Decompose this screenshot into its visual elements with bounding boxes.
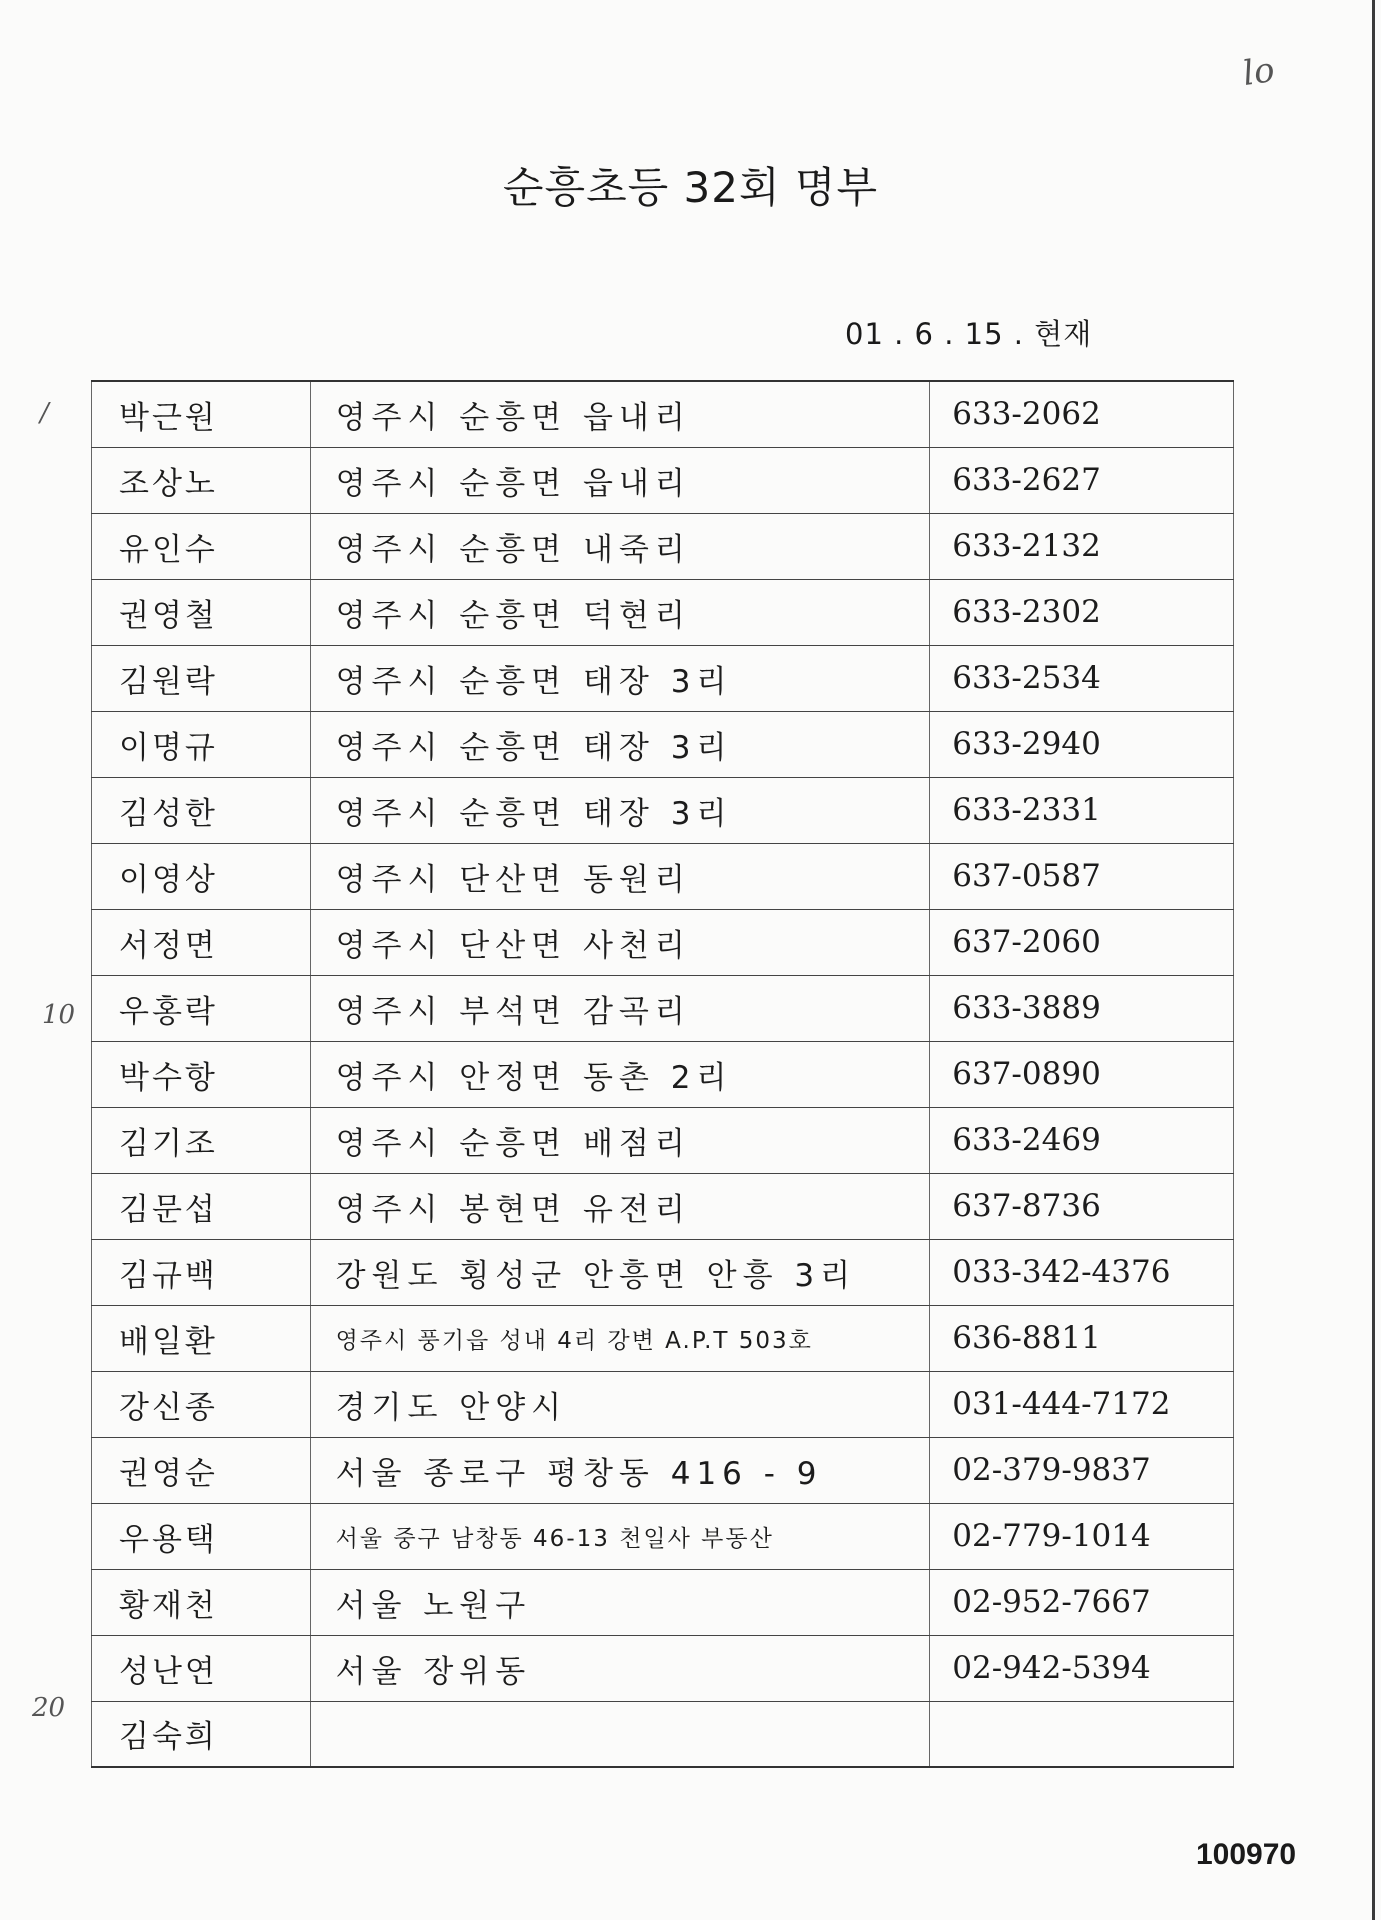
- document-number: 100970: [1196, 1838, 1297, 1871]
- table-row: [92, 1107, 1234, 1173]
- member-address: 영주시 풍기읍 성내 4리 강변 A.P.T 503호: [310, 1305, 930, 1371]
- table-row: [92, 909, 1234, 975]
- member-address: 영주시 봉현면 유전리: [310, 1173, 930, 1239]
- member-name: 유인수: [92, 513, 311, 579]
- member-address: 영주시 단산면 사천리: [310, 909, 930, 975]
- table-row: [92, 1173, 1234, 1239]
- table-row: [92, 1503, 1234, 1569]
- table-row: [92, 777, 1234, 843]
- table-row: [92, 513, 1234, 579]
- member-address: 서울 종로구 평창동 416 - 9: [310, 1437, 930, 1503]
- member-phone: 633-2469: [930, 1107, 1234, 1173]
- member-name: 이영상: [92, 843, 311, 909]
- member-phone: 02-779-1014: [930, 1503, 1234, 1569]
- member-address: 영주시 순흥면 읍내리: [310, 447, 930, 513]
- member-name: 우홍락: [92, 975, 311, 1041]
- member-address: 영주시 부석면 감곡리: [310, 975, 930, 1041]
- member-name: 황재천: [92, 1569, 311, 1635]
- member-phone: 031-444-7172: [930, 1371, 1234, 1437]
- member-address: 영주시 순흥면 내죽리: [310, 513, 930, 579]
- member-address: 서울 노원구: [310, 1569, 930, 1635]
- member-phone: 637-8736: [930, 1173, 1234, 1239]
- table-row: [92, 1701, 1234, 1767]
- member-phone: 633-2302: [930, 579, 1234, 645]
- table-row: [92, 447, 1234, 513]
- member-name: 박수항: [92, 1041, 311, 1107]
- member-name: 조상노: [92, 447, 311, 513]
- table-row: [92, 1635, 1234, 1701]
- table-row: [92, 1239, 1234, 1305]
- member-address: 영주시 안정면 동촌 2리: [310, 1041, 930, 1107]
- member-name: 권영순: [92, 1437, 311, 1503]
- member-phone: 637-2060: [930, 909, 1234, 975]
- table-row: [92, 1041, 1234, 1107]
- member-phone: 633-3889: [930, 975, 1234, 1041]
- table-row: [92, 1569, 1234, 1635]
- table-row: [92, 711, 1234, 777]
- as-of-date: 01 . 6 . 15 . 현재: [845, 317, 1093, 351]
- member-address: 경기도 안양시: [310, 1371, 930, 1437]
- member-address: 강원도 횡성군 안흥면 안흥 3리: [310, 1239, 930, 1305]
- member-name: 박근원: [92, 381, 311, 447]
- margin-note-20: 20: [32, 1693, 66, 1723]
- member-address: 서울 중구 남창동 46-13 천일사 부동산: [310, 1503, 930, 1569]
- member-name: 김숙희: [92, 1701, 311, 1767]
- handwritten-corner-mark: lo: [1240, 50, 1277, 94]
- member-phone: 636-8811: [930, 1305, 1234, 1371]
- member-address: 영주시 순흥면 배점리: [310, 1107, 930, 1173]
- member-address: 영주시 단산면 동원리: [310, 843, 930, 909]
- member-phone: 633-2627: [930, 447, 1234, 513]
- member-address: 영주시 순흥면 덕현리: [310, 579, 930, 645]
- member-address: 영주시 순흥면 태장 3리: [310, 645, 930, 711]
- member-phone: 033-342-4376: [930, 1239, 1234, 1305]
- member-name: 김원락: [92, 645, 311, 711]
- member-phone: 633-2534: [930, 645, 1234, 711]
- table-row: [92, 1371, 1234, 1437]
- member-phone: [930, 1701, 1234, 1767]
- member-phone: 637-0587: [930, 843, 1234, 909]
- member-phone: 02-952-7667: [930, 1569, 1234, 1635]
- member-name: 강신종: [92, 1371, 311, 1437]
- member-address: 서울 장위동: [310, 1635, 930, 1701]
- member-name: 이명규: [92, 711, 311, 777]
- document-title: 순흥초등 32회 명부: [502, 163, 879, 212]
- member-name: 권영철: [92, 579, 311, 645]
- member-name: 김규백: [92, 1239, 311, 1305]
- table-row: [92, 1437, 1234, 1503]
- member-name: 김기조: [92, 1107, 311, 1173]
- table-row: [92, 645, 1234, 711]
- member-phone: 633-2940: [930, 711, 1234, 777]
- margin-note-1: /: [40, 398, 49, 428]
- member-address: [310, 1701, 930, 1767]
- table-row: [92, 1305, 1234, 1371]
- member-address: 영주시 순흥면 태장 3리: [310, 777, 930, 843]
- margin-note-10: 10: [42, 1000, 76, 1030]
- member-address: 영주시 순흥면 태장 3리: [310, 711, 930, 777]
- table-row: [92, 975, 1234, 1041]
- member-name: 배일환: [92, 1305, 311, 1371]
- member-phone: 02-379-9837: [930, 1437, 1234, 1503]
- member-name: 서정면: [92, 909, 311, 975]
- page-edge: [1372, 0, 1375, 1920]
- roster-table: [91, 380, 1234, 1768]
- member-name: 성난연: [92, 1635, 311, 1701]
- member-name: 우용택: [92, 1503, 311, 1569]
- member-name: 김문섭: [92, 1173, 311, 1239]
- member-phone: 633-2331: [930, 777, 1234, 843]
- member-name: 김성한: [92, 777, 311, 843]
- member-phone: 02-942-5394: [930, 1635, 1234, 1701]
- table-row: [92, 843, 1234, 909]
- member-address: 영주시 순흥면 읍내리: [310, 381, 930, 447]
- table-row: [92, 381, 1234, 447]
- member-phone: 633-2062: [930, 381, 1234, 447]
- table-row: [92, 579, 1234, 645]
- member-phone: 633-2132: [930, 513, 1234, 579]
- member-phone: 637-0890: [930, 1041, 1234, 1107]
